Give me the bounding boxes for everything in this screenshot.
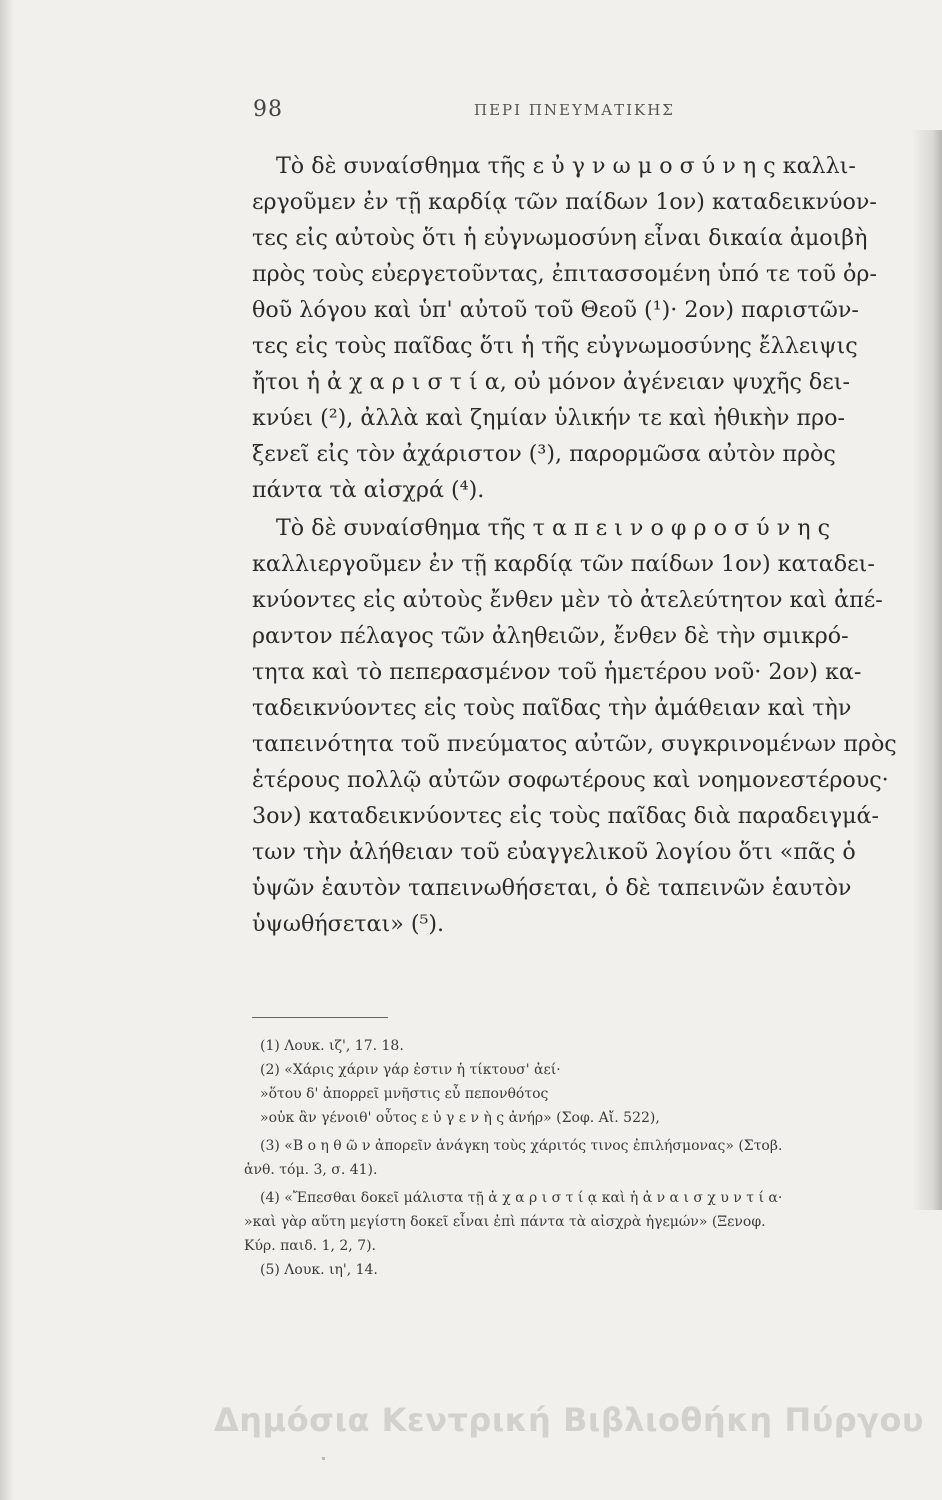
text-line: καλλιεργοῦμεν ἐν τῇ καρδίᾳ τῶν παίδων 1ον) καταδει- [252, 551, 875, 577]
footnote-2: (2) «Χάρις χάριν γάρ ἐστιν ἡ τίκτουσ' ἀεί· [260, 1062, 561, 1078]
text-line: ὑψωθήσεται» (⁵). [252, 911, 445, 937]
text-line: κνύει (²), ἀλλὰ καὶ ζημίαν ὑλικήν τε καὶ ἠθικὴν προ- [252, 405, 846, 431]
footnote-2-line: »ὅτου δ' ἀπορρεῖ μνῆστις εὖ πεπονθότος [260, 1086, 549, 1102]
footnote-1: (1) Λουκ. ιζ', 17. 18. [260, 1038, 404, 1054]
footnote-4: (4) «Ἔπεσθαι δοκεῖ μάλιστα τῇ ἀ χ α ρ ι σ τ ί ᾳ καὶ ἡ ἀ ν α ι σ χ υ ν τ ί α· [260, 1190, 783, 1206]
text-line: τες εἰς τοὺς παῖδας ὅτι ἡ τῆς εὐγνωμοσύνης ἔλλειψις [252, 333, 858, 359]
footnote-5: (5) Λουκ. ιη', 14. [260, 1262, 378, 1278]
text-line: ταπεινότητα τοῦ πνεύματος αὐτῶν, συγκρινομένων πρὸς [252, 731, 897, 757]
speck [322, 1457, 325, 1460]
text-line: 3ον) καταδεικνύοντες εἰς τοὺς παῖδας διὰ παραδειγμά- [252, 803, 880, 829]
text-line: ὑψῶν ἑαυτὸν ταπεινωθήσεται, ὁ δὲ ταπεινῶν ἑαυτὸν [252, 875, 852, 901]
text-line: ταδεικνύοντες εἰς τοὺς παῖδας τὴν ἀμάθειαν καὶ τὴν [252, 695, 852, 721]
text-line: ραντον πέλαγος τῶν ἀληθειῶν, ἔνθεν δὲ τὴν σμικρό- [252, 623, 849, 649]
footnote-4-line: Κύρ. παιδ. 1, 2, 7). [244, 1238, 377, 1254]
footnote-rule [252, 1017, 388, 1018]
binding-shadow [0, 0, 14, 1500]
footnote-4-line: »καὶ γὰρ αὕτη μεγίστη δοκεῖ εἶναι ἐπὶ πάντα τὰ αἰσχρὰ ἡγεμών» (Ξενοφ. [244, 1214, 766, 1230]
text-line: Τὸ δὲ συναίσθημα τῆς τ α π ε ι ν ο φ ρ ο σ ύ ν η ς [276, 515, 831, 541]
text-line: Τὸ δὲ συναίσθημα τῆς ε ὐ γ ν ω μ ο σ ύ ν η ς καλλι- [276, 153, 856, 179]
text-line: εργοῦμεν ἐν τῇ καρδίᾳ τῶν παίδων 1ον) καταδεικνύον- [252, 189, 877, 215]
page-number: 98 [253, 97, 283, 122]
page-edge-shadow [912, 130, 942, 1210]
footnote-3-line: ἀνθ. τόμ. 3, σ. 41). [244, 1162, 378, 1178]
text-line: των τὴν ἀλήθειαν τοῦ εὐαγγελικοῦ λογίου ὅτι «πᾶς ὁ [252, 839, 856, 865]
text-line: ἤτοι ἡ ἀ χ α ρ ι σ τ ί α, οὐ μόνον ἀγένειαν ψυχῆς δει- [252, 369, 850, 395]
text-line: τητα καὶ τὸ πεπερασμένον τοῦ ἡμετέρου νοῦ· 2ον) κα- [252, 659, 862, 685]
footnote-3: (3) «Β ο η θ ῶ ν ἀπορεῖν ἀνάγκη τοὺς χάριτός τινος ἐπιλήσμονας» (Στοβ. [260, 1138, 783, 1154]
text-line: ἑτέρους πολλῷ αὐτῶν σοφωτέρους καὶ νοημονεστέρους· [252, 767, 889, 793]
footnote-2-line: »οὐκ ἂν γένοιθ' οὗτος ε ὐ γ ε ν ὴ ς ἀνήρ» (Σοφ. Αἴ. 522), [260, 1110, 660, 1126]
text-line: θοῦ λόγου καὶ ὑπ' αὐτοῦ τοῦ Θεοῦ (¹)· 2ον) παριστῶν- [252, 297, 859, 323]
running-head: ΠΕΡΙ ΠΝΕΥΜΑΤΙΚΗΣ [474, 101, 675, 119]
text-line: πάντα τὰ αἰσχρά (⁴). [252, 477, 485, 503]
library-watermark: Δημόσια Κεντρική Βιβλιοθήκη Πύργου [214, 1401, 925, 1439]
text-line: ξενεῖ εἰς τὸν ἀχάριστον (³), παρορμῶσα αὐτὸν πρὸς [252, 441, 836, 467]
text-line: τες εἰς αὐτοὺς ὅτι ἡ εὐγνωμοσύνη εἶναι δικαία ἀμοιβὴ [252, 225, 868, 251]
text-line: πρὸς τοὺς εὐεργετοῦντας, ἐπιτασσομένη ὑπό τε τοῦ ὀρ- [252, 261, 877, 287]
text-line: κνύοντες εἰς αὐτοὺς ἔνθεν μὲν τὸ ἀτελεύτητον καὶ ἀπέ- [252, 587, 883, 613]
